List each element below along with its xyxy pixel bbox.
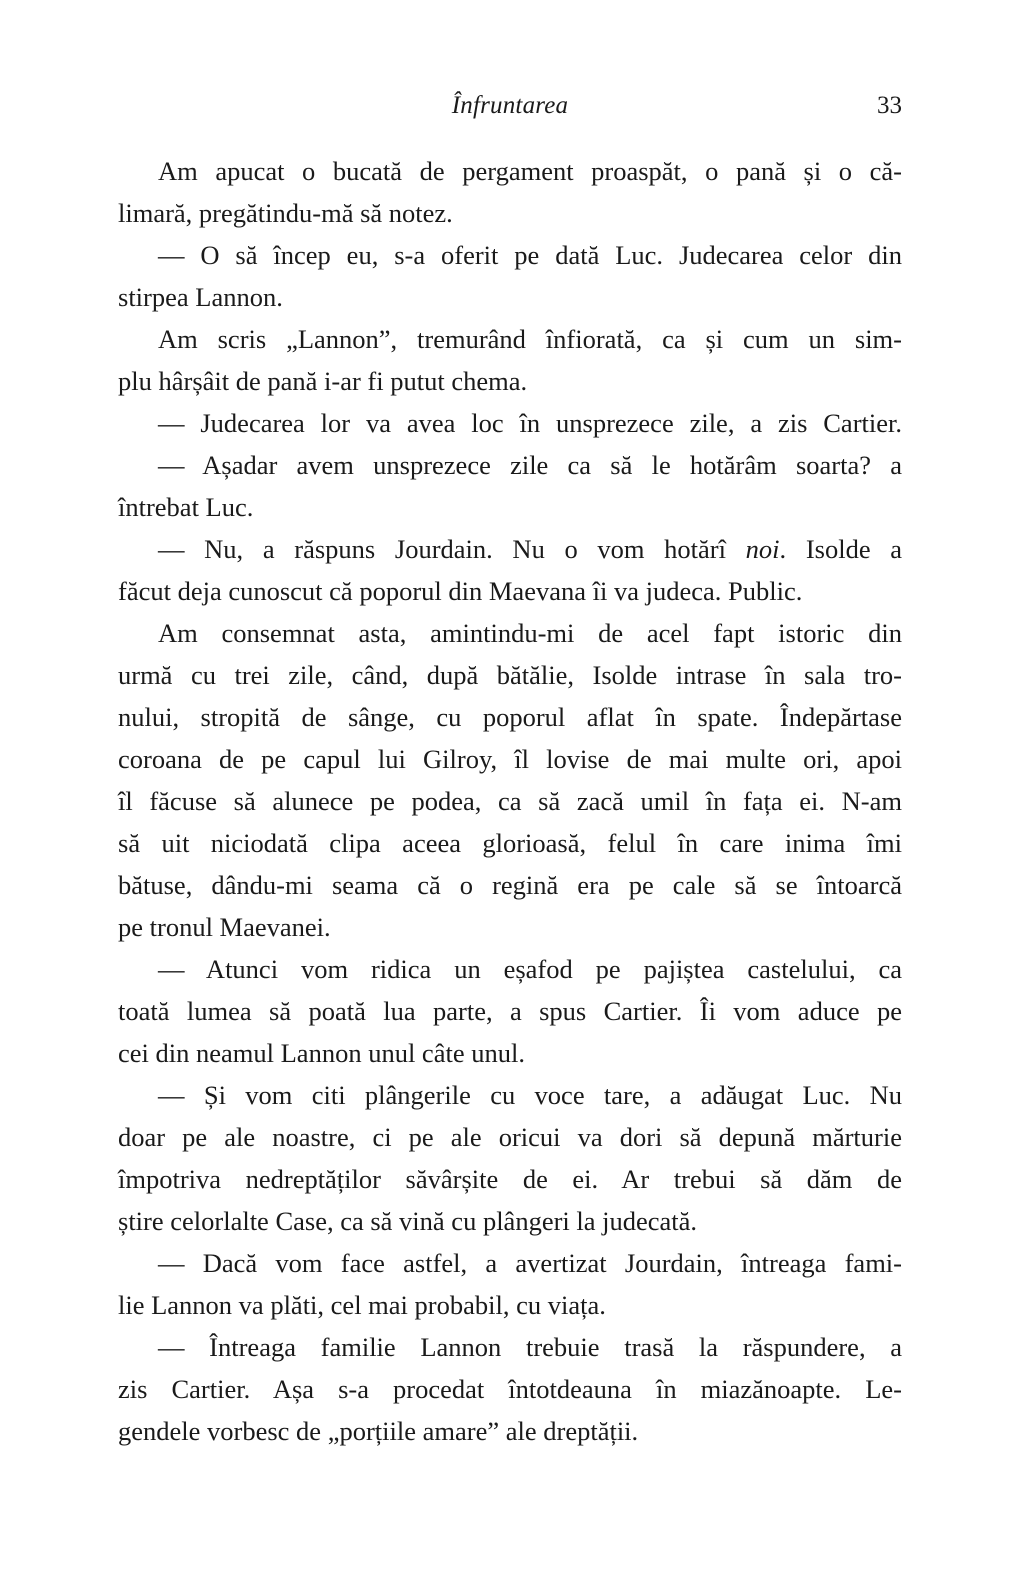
body-text: [118, 150, 902, 1452]
text-line: stirpea Lannon.: [118, 282, 283, 312]
text-line: doar pe ale noastre, ci pe ale oricui va dori să depună mărturie: [118, 1122, 902, 1152]
text-segment: . Isolde a: [779, 534, 903, 564]
text-line: — Atunci vom ridica un eșafod pe pajiștea castelului, ca: [158, 954, 902, 984]
chapter-title: Înfruntarea: [451, 92, 569, 119]
text-line: — O să încep eu, s-a oferit pe dată Luc. Judecarea celor din: [158, 240, 902, 270]
text-line: Am consemnat asta, amintindu-mi de acel fapt istoric din: [158, 618, 902, 648]
text-line: — Întreaga familie Lannon trebuie trasă la răspundere, a: [158, 1332, 902, 1362]
text-line: — Dacă vom face astfel, a avertizat Jourdain, întreaga fami-: [158, 1248, 902, 1278]
text-line: plu hârșâit de pană i-ar fi putut chema.: [118, 366, 528, 396]
text-line: știre celorlalte Case, ca să vină cu plângeri la judecată.: [118, 1206, 698, 1236]
page-number: 33: [877, 92, 902, 119]
text-line: — Judecarea lor va avea loc în unsprezece zile, a zis Cartier.: [158, 408, 902, 438]
text-line: întrebat Luc.: [118, 492, 254, 522]
text-line: nului, stropită de sânge, cu poporul aflat în spate. Îndepărtase: [118, 702, 902, 732]
text-line: limară, pregătindu-mă să notez.: [118, 198, 453, 228]
running-head: [118, 88, 902, 124]
text-line: — Și vom citi plângerile cu voce tare, a adăugat Luc. Nu: [158, 1080, 902, 1110]
text-line: [118, 528, 902, 570]
text-line: pe tronul Maevanei.: [118, 912, 331, 942]
text-line: Am scris „Lannon”, tremurând înfiorată, ca și cum un sim-: [158, 324, 902, 354]
text-line: zis Cartier. Așa s-a procedat întotdeauna în miazănoapte. Le-: [118, 1374, 902, 1404]
text-line: îl făcuse să alunece pe podea, ca să zacă umil în fața ei. N-am: [118, 786, 902, 816]
text-line: împotriva nedreptăților săvârșite de ei. Ar trebui să dăm de: [118, 1164, 902, 1194]
text-line: făcut deja cunoscut că poporul din Maevana îi va judeca. Public.: [118, 576, 803, 606]
text-line: cei din neamul Lannon unul câte unul.: [118, 1038, 525, 1068]
text-line: Am apucat o bucată de pergament proaspăt, o pană și o că-: [158, 156, 902, 186]
text-line: să uit niciodată clipa aceea glorioasă, felul în care inima îmi: [118, 828, 902, 858]
text-segment: — Nu, a răspuns Jourdain. Nu o vom hotărî: [158, 534, 746, 564]
text-line: bătuse, dându-mi seama că o regină era pe cale să se întoarcă: [118, 870, 902, 900]
emphasis-text: noi: [745, 534, 780, 564]
text-line: coroana de pe capul lui Gilroy, îl lovise de mai multe ori, apoi: [118, 744, 902, 774]
text-line: lie Lannon va plăti, cel mai probabil, cu viața.: [118, 1290, 606, 1320]
text-line: toată lumea să poată lua parte, a spus Cartier. Îi vom aduce pe: [118, 996, 902, 1026]
text-line: — Așadar avem unsprezece zile ca să le hotărâm soarta? a: [158, 450, 902, 480]
text-line: urmă cu trei zile, când, după bătălie, Isolde intrase în sala tro-: [118, 660, 902, 690]
text-line: gendele vorbesc de „porțiile amare” ale dreptății.: [118, 1416, 639, 1446]
